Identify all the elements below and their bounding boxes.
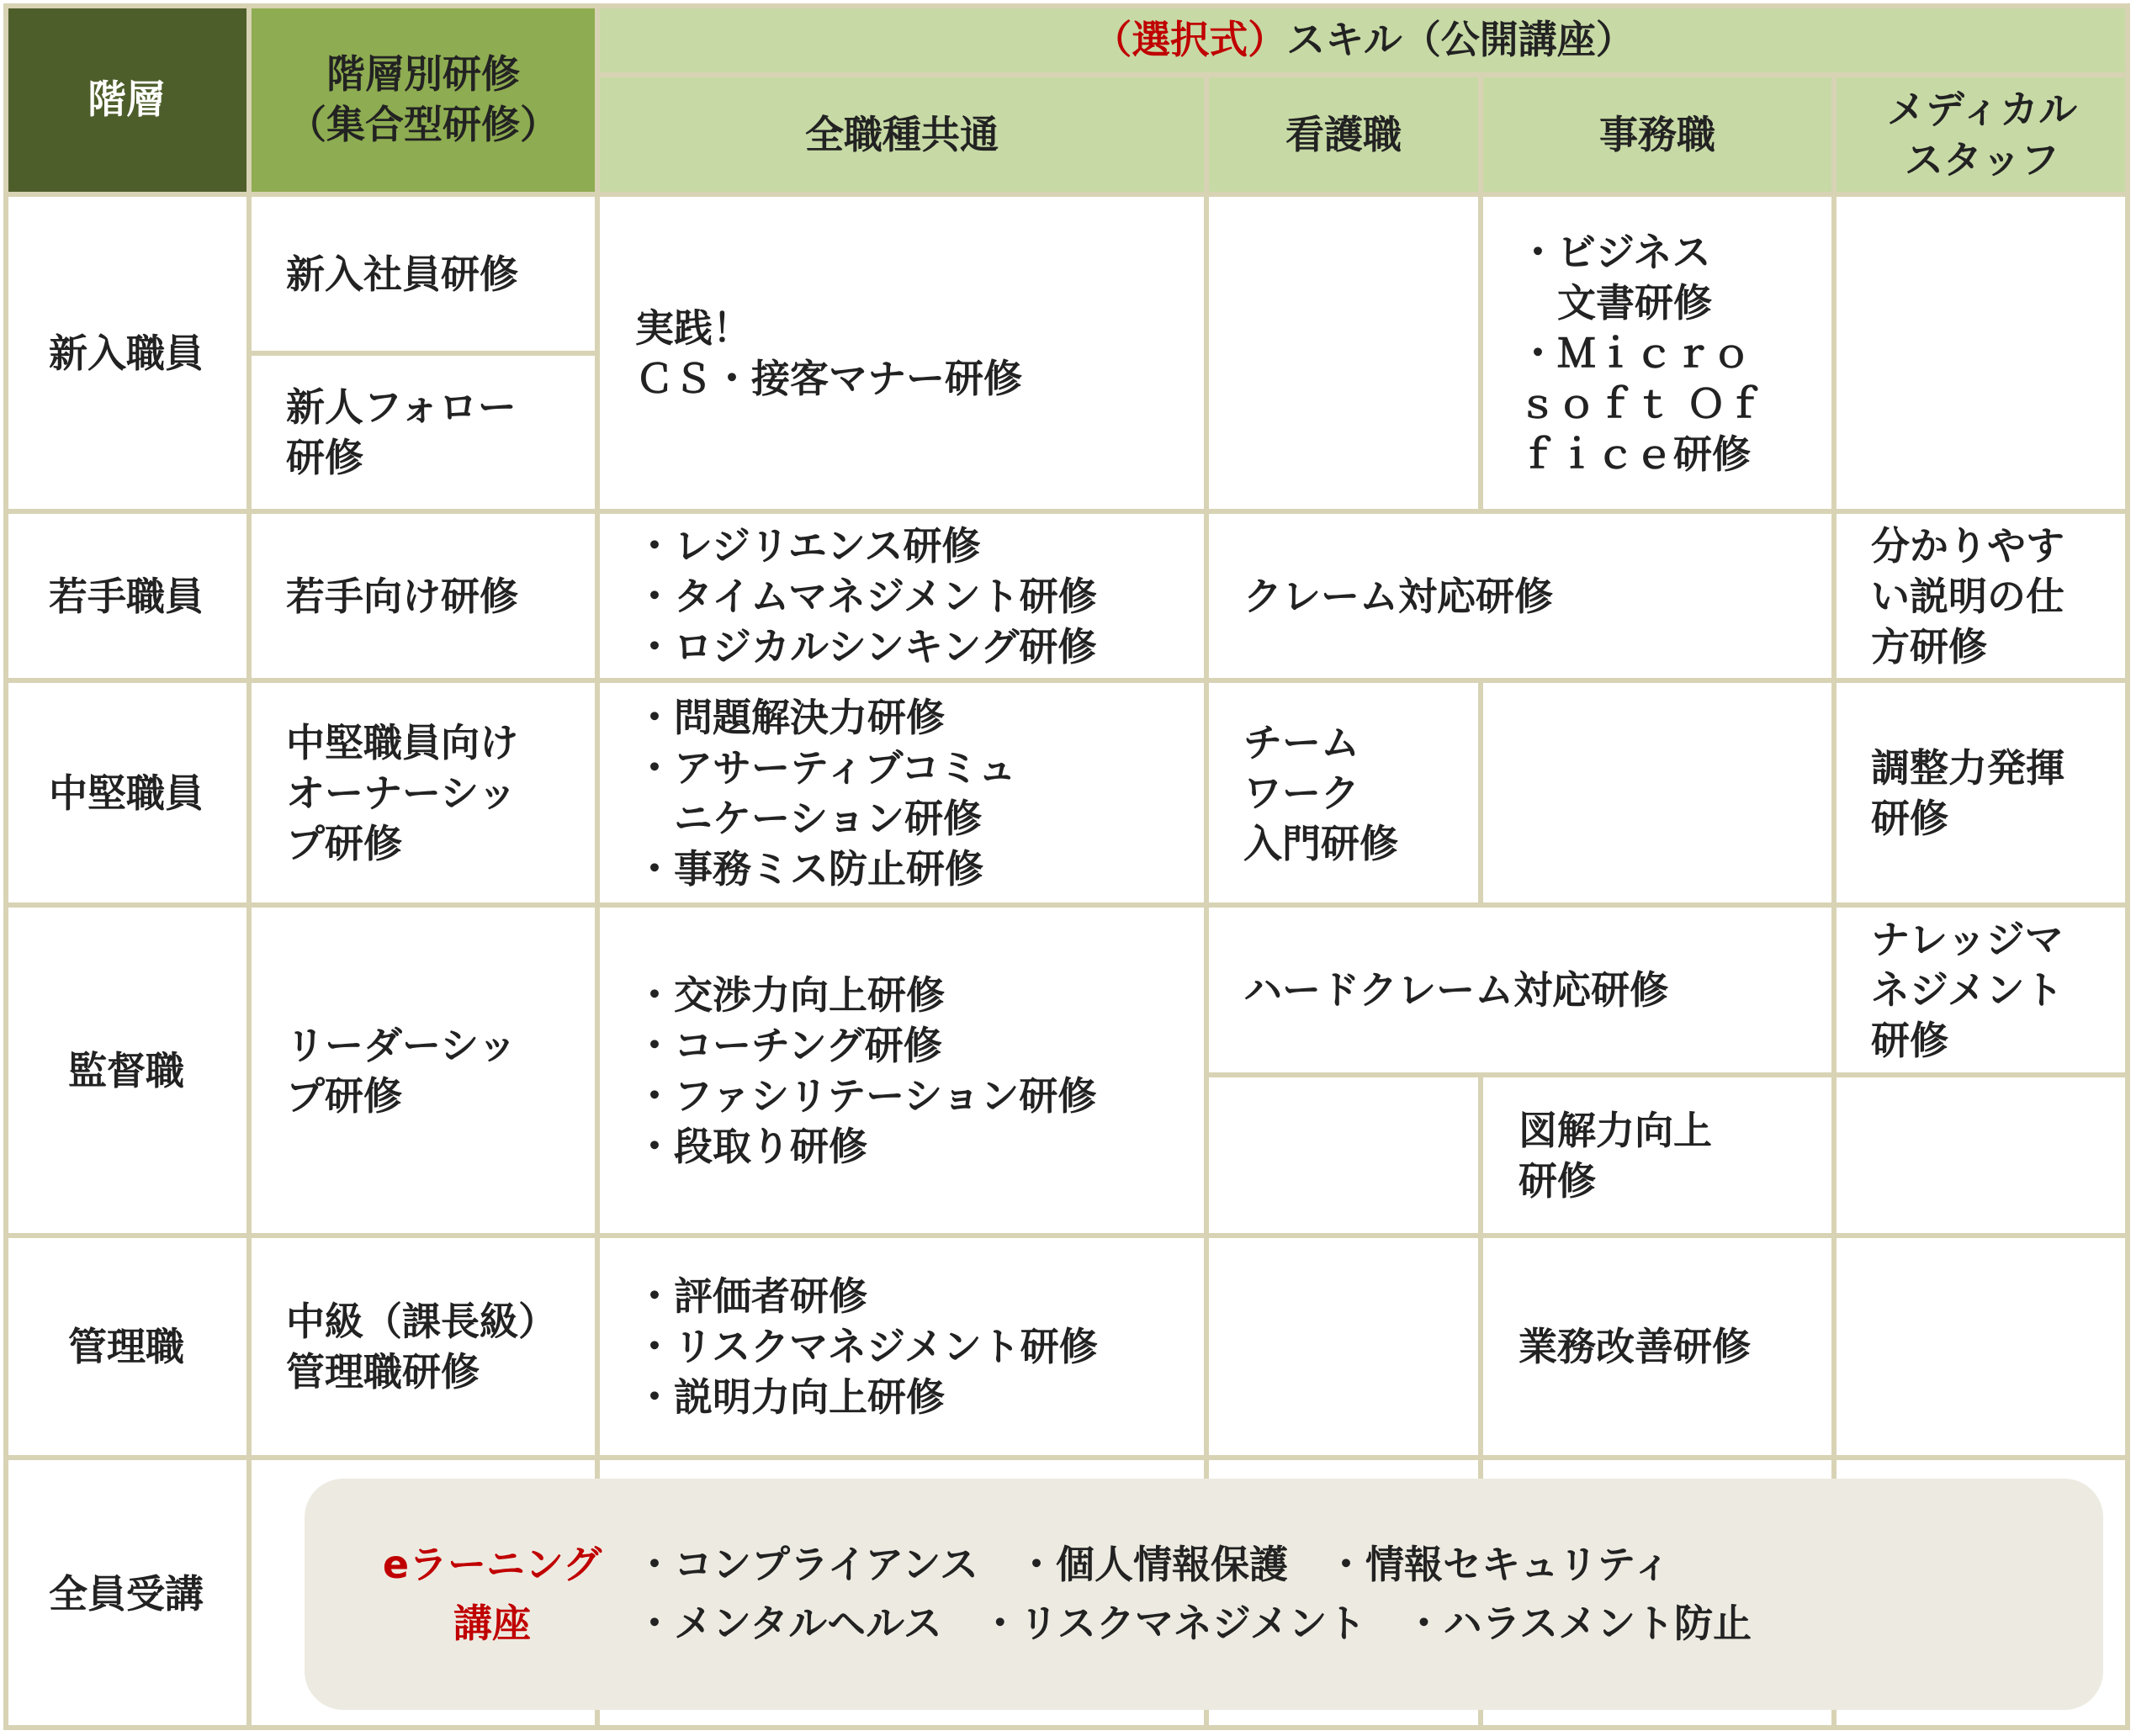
header-office bbox=[1481, 75, 1834, 194]
row-manager-tiered bbox=[286, 1236, 597, 1458]
row-newcomer-office bbox=[1519, 194, 1831, 511]
cell-text: リーダーシッ bbox=[286, 1022, 517, 1068]
header-skill-prefix: （選択式） bbox=[1093, 16, 1287, 62]
header-nursing bbox=[1206, 75, 1481, 194]
cell-text: ・タイムマネジメント研修 bbox=[635, 573, 1097, 619]
cell-text: ・段取り研修 bbox=[635, 1123, 867, 1169]
cell-text: 分かりやす bbox=[1871, 522, 2064, 569]
header-skill-suffix: スキル（公開講座） bbox=[1286, 16, 1635, 62]
grid-vline bbox=[1478, 75, 1483, 511]
cell-text: 新入社員研修 bbox=[286, 251, 518, 297]
cell-text: ｓｏｆｔ Ｏｆ bbox=[1519, 380, 1765, 426]
row-young-nursing-office bbox=[1243, 511, 1832, 680]
row-all-label-text: 全員受講 bbox=[49, 1571, 204, 1617]
row-young-medical bbox=[1871, 511, 2130, 680]
row-mid-medical bbox=[1871, 680, 2130, 905]
header-skill-title bbox=[1093, 14, 1635, 65]
row-supervisor-label-text: 監督職 bbox=[68, 1047, 184, 1093]
header-skill-group bbox=[597, 3, 2130, 75]
row-mid-label-text: 中堅職員 bbox=[49, 770, 204, 816]
cell-text: 研修 bbox=[1519, 1157, 1596, 1204]
elearning-title-line-2: 講座 bbox=[453, 1601, 531, 1646]
header-medical-staff bbox=[1834, 75, 2130, 194]
cell-text: 図解力向上 bbox=[1519, 1107, 1712, 1153]
cell-text: ＣＳ・接客マナー研修 bbox=[635, 355, 1022, 401]
header-office-text: 事務職 bbox=[1599, 112, 1715, 157]
row-supervisor-label bbox=[3, 905, 249, 1236]
cell-text: ・Ｍｉｃｒｏ bbox=[1519, 330, 1751, 376]
row-supervisor-common bbox=[635, 905, 1204, 1236]
cell-text: 入門研修 bbox=[1243, 820, 1398, 866]
cell-text: い説明の仕 bbox=[1871, 573, 2064, 619]
cell-text: 若手向け研修 bbox=[286, 573, 518, 619]
row-young-common bbox=[635, 511, 1204, 680]
header-level-text: 階層 bbox=[87, 76, 165, 122]
row-supervisor-medical bbox=[1871, 905, 2130, 1075]
header-tiered-line-2: （集合型研修） bbox=[288, 101, 559, 147]
cell-text: プ研修 bbox=[286, 1072, 402, 1119]
grid-hline bbox=[597, 72, 2130, 77]
cell-text: ・説明力向上研修 bbox=[635, 1374, 945, 1420]
elearning-items-line-1: ・コンプライアンス ・個人情報保護 ・情報セキュリティ bbox=[635, 1542, 1672, 1587]
cell-text: ニケーション研修 bbox=[635, 795, 983, 841]
cell-text: 研修 bbox=[1871, 1018, 1948, 1063]
row-mid-nursing bbox=[1243, 680, 1481, 905]
cell-text: ・ビジネス bbox=[1519, 229, 1711, 275]
elearning-title-line-1: eラーニング bbox=[382, 1542, 602, 1587]
cell-text: 調整力発揮 bbox=[1871, 744, 2064, 791]
cell-text: ネジメント bbox=[1871, 967, 2064, 1013]
row-newcomer-tiered-2 bbox=[286, 353, 597, 511]
row-all-label bbox=[3, 1458, 249, 1730]
cell-text: ・ファシリテーション研修 bbox=[635, 1072, 1097, 1119]
cell-text: ・コーチング研修 bbox=[635, 1022, 942, 1068]
cell-text: 方研修 bbox=[1871, 623, 1987, 670]
header-tiered-line-1: 階層別研修 bbox=[326, 50, 520, 97]
row-supervisor-tiered bbox=[286, 905, 597, 1236]
cell-text: ハードクレーム対応研修 bbox=[1243, 967, 1669, 1013]
header-medical-line-2: スタッフ bbox=[1905, 137, 2059, 183]
header-common bbox=[597, 75, 1206, 194]
row-mid-label bbox=[3, 680, 249, 905]
cell-text: オーナーシッ bbox=[286, 770, 517, 816]
cell-text: チーム bbox=[1243, 719, 1360, 765]
row-newcomer-common bbox=[635, 194, 1204, 511]
cell-text: 新人フォロー bbox=[286, 384, 517, 430]
row-supervisor-nursing-office bbox=[1243, 905, 1832, 1075]
header-common-text: 全職種共通 bbox=[805, 112, 999, 157]
row-manager-office bbox=[1519, 1236, 1831, 1458]
cell-text: ・レジリエンス研修 bbox=[635, 522, 981, 569]
elearning-items-line-2: ・メンタルヘルス ・リスクマネジメント ・ハラスメント防止 bbox=[635, 1601, 1752, 1646]
header-level bbox=[3, 3, 249, 194]
cell-text: 実践！ bbox=[635, 304, 751, 351]
cell-text: ・問題解決力研修 bbox=[635, 694, 945, 740]
header-nursing-text: 看護職 bbox=[1285, 112, 1402, 157]
cell-text: ワーク bbox=[1243, 770, 1360, 816]
elearning-title bbox=[353, 1535, 631, 1653]
cell-text: ・事務ミス防止研修 bbox=[635, 845, 983, 892]
row-young-label bbox=[3, 511, 249, 680]
row-young-tiered bbox=[286, 511, 597, 680]
row-young-label-text: 若手職員 bbox=[49, 573, 204, 619]
cell-text: 研修 bbox=[1871, 795, 1948, 841]
cell-text: 中堅職員向け bbox=[286, 719, 518, 765]
cell-text: プ研修 bbox=[286, 820, 402, 866]
row-manager-common bbox=[635, 1236, 1204, 1458]
cell-text: クレーム対応研修 bbox=[1243, 573, 1553, 619]
cell-text: 管理職研修 bbox=[286, 1349, 480, 1395]
cell-text: ・評価者研修 bbox=[635, 1273, 867, 1319]
row-mid-common bbox=[635, 680, 1204, 905]
cell-text: ｆｉｃｅ研修 bbox=[1519, 431, 1751, 477]
header-tiered-training bbox=[249, 3, 597, 194]
row-mid-tiered bbox=[286, 680, 597, 905]
row-newcomer-label-text: 新入職員 bbox=[49, 330, 204, 376]
cell-text: ・アサーティブコミュ bbox=[635, 744, 1017, 791]
cell-text: ・交渉力向上研修 bbox=[635, 971, 945, 1018]
row-manager-label bbox=[3, 1236, 249, 1458]
row-supervisor-office bbox=[1519, 1075, 1831, 1236]
cell-text: 文書研修 bbox=[1519, 279, 1712, 326]
row-newcomer-label bbox=[3, 194, 249, 511]
cell-text: ・リスクマネジメント研修 bbox=[635, 1324, 1098, 1369]
elearning-items bbox=[635, 1535, 2099, 1653]
row-newcomer-tiered-1 bbox=[286, 194, 597, 353]
cell-text: 研修 bbox=[286, 435, 363, 480]
cell-text: ・ロジカルシンキング研修 bbox=[635, 623, 1097, 670]
cell-text: 業務改善研修 bbox=[1519, 1324, 1751, 1369]
cell-text: ナレッジマ bbox=[1871, 917, 2064, 962]
header-medical-line-1: メディカル bbox=[1886, 87, 2078, 132]
row-manager-label-text: 管理職 bbox=[68, 1324, 184, 1369]
cell-text: 中級（課長級） bbox=[286, 1299, 557, 1344]
